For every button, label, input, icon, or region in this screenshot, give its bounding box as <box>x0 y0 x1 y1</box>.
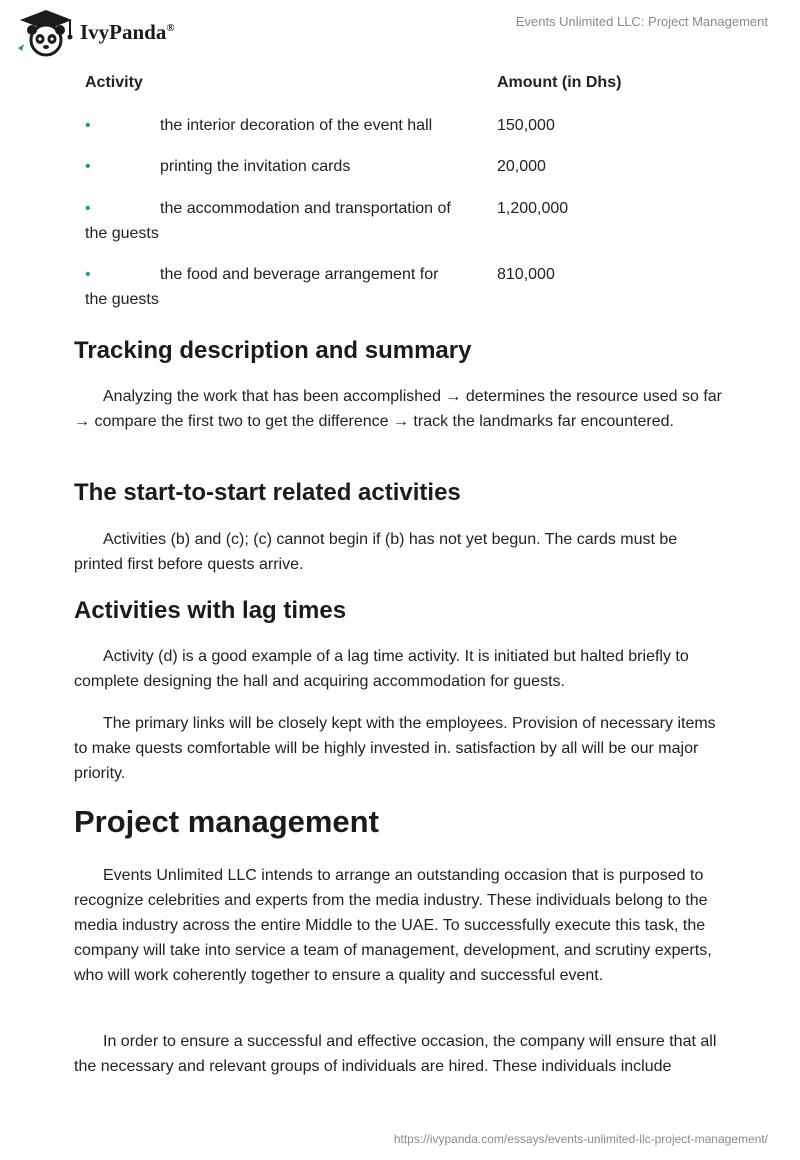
activity-cell: the accommodation and transportation of the guests <box>85 200 451 242</box>
bullet-icon: • <box>85 158 91 175</box>
section-heading-lag-times: Activities with lag times <box>74 597 347 624</box>
paragraph-lag-1: Activity (d) is a good example of a lag time activity. It is initiated but halted briefly to complete designing the hall and acquiring accommodation for guests. <box>74 648 689 690</box>
paragraph-tracking: Analyzing the work that has been accomplished → determines the resource used so far → compare the first two to get the difference → track the landmarks far encountered. <box>74 388 722 430</box>
source-url-link[interactable]: https://ivypanda.com/essays/events-unlimited-llc-project-management/ <box>393 1132 768 1146</box>
table-row <box>85 196 725 246</box>
paragraph-pm-2: In order to ensure a successful and effective occasion, the company will ensure that all the necessary and relevant groups of individuals are hired. These individuals include <box>74 1033 717 1075</box>
section-heading-project-management: Project management <box>74 804 379 839</box>
bullet-icon: • <box>85 117 91 134</box>
paragraph-start-to-start: Activities (b) and (c); (c) cannot begin if (b) has not yet begun. The cards must be printed first before quests arrive. <box>74 531 678 573</box>
page-header <box>0 0 800 64</box>
section-heading-start-to-start: The start-to-start related activities <box>74 479 461 506</box>
amount-cell: 150,000 <box>497 117 555 134</box>
registered-mark: ® <box>166 22 175 34</box>
activity-cell: the food and beverage arrangement for the guests <box>85 266 439 308</box>
column-header-amount: Amount (in Dhs) <box>497 74 622 91</box>
bullet-icon: • <box>85 266 91 283</box>
column-header-activity: Activity <box>85 74 143 91</box>
bullet-icon: • <box>85 200 91 217</box>
document-title: Events Unlimited LLC: Project Management <box>515 14 768 29</box>
table-row <box>85 262 725 312</box>
paragraph-pm-1: Events Unlimited LLC intends to arrange an outstanding occasion that is purposed to recognize celebrities and experts from the media industry. These individuals belong to the media industry across the entire Middle to the UAE. To successfully execute this task, the company will take into service a team of management, development, and scrutiny experts, who will work coherently together to ensure a quality and successful event. <box>74 867 712 984</box>
amount-cell: 810,000 <box>497 266 555 283</box>
table-row <box>85 154 725 179</box>
paragraph-lag-2: The primary links will be closely kept with the employees. Provision of necessary items to make quests comfortable will be highly invested in. satisfaction by all will be our major priority. <box>74 715 716 782</box>
activity-cell: printing the invitation cards <box>160 158 351 175</box>
panda-logo-icon[interactable] <box>14 8 78 58</box>
section-heading-tracking: Tracking description and summary <box>74 337 472 364</box>
amount-cell: 20,000 <box>497 158 546 175</box>
activity-cell: the interior decoration of the event hall <box>160 117 433 134</box>
table-row <box>85 113 725 138</box>
brand-text: IvyPanda <box>80 20 167 44</box>
brand-name[interactable] <box>80 20 175 45</box>
amount-cell: 1,200,000 <box>497 200 569 217</box>
